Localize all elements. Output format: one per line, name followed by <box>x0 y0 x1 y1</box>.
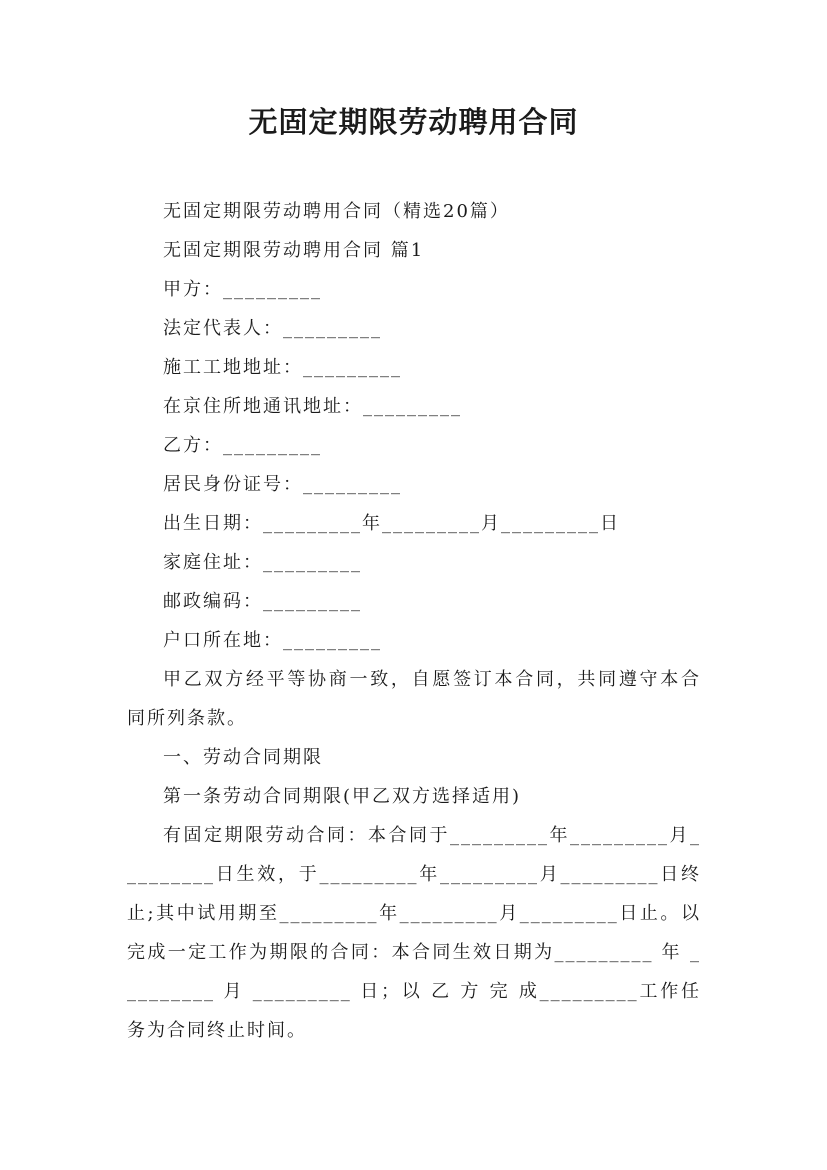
legal-representative-field: 法定代表人：_________ <box>163 318 382 339</box>
chapter-heading: 一、劳动合同期限 <box>163 747 323 768</box>
document-body <box>127 192 701 1050</box>
id-number-field: 居民身份证号：_________ <box>163 474 402 495</box>
party-a-field: 甲方：_________ <box>163 279 322 300</box>
beijing-address-field: 在京住所地通讯地址：_________ <box>163 396 462 417</box>
home-address-field: 家庭住址：_________ <box>163 552 362 573</box>
contract-term-paragraph: 有固定期限劳动合同：本合同于_________年_________月_________日生效，于_________年_________月_________日终止;其中试用期至_________年_________月_________日止。以完成一定工作为期限的合同：本合同生效日期为_________ 年 _________ 月 _________ 日；以 乙 方 完 成_________工作任务为合同终止时间。 <box>127 825 701 1041</box>
household-registration-field: 户口所在地：_________ <box>163 630 382 651</box>
postal-code-field: 邮政编码：_________ <box>163 591 362 612</box>
party-b-field: 乙方：_________ <box>163 435 322 456</box>
article-heading: 第一条劳动合同期限(甲乙双方选择适用) <box>163 786 522 807</box>
subtitle-line: 无固定期限劳动聘用合同（精选20篇） <box>163 201 510 222</box>
birth-date-field: 出生日期：_________年_________月_________日 <box>163 513 620 534</box>
section-heading: 无固定期限劳动聘用合同 篇1 <box>163 240 425 261</box>
agreement-paragraph: 甲乙双方经平等协商一致，自愿签订本合同，共同遵守本合同所列条款。 <box>127 669 701 729</box>
site-address-field: 施工工地地址：_________ <box>163 357 402 378</box>
document-title: 无固定期限劳动聘用合同 <box>248 105 579 139</box>
